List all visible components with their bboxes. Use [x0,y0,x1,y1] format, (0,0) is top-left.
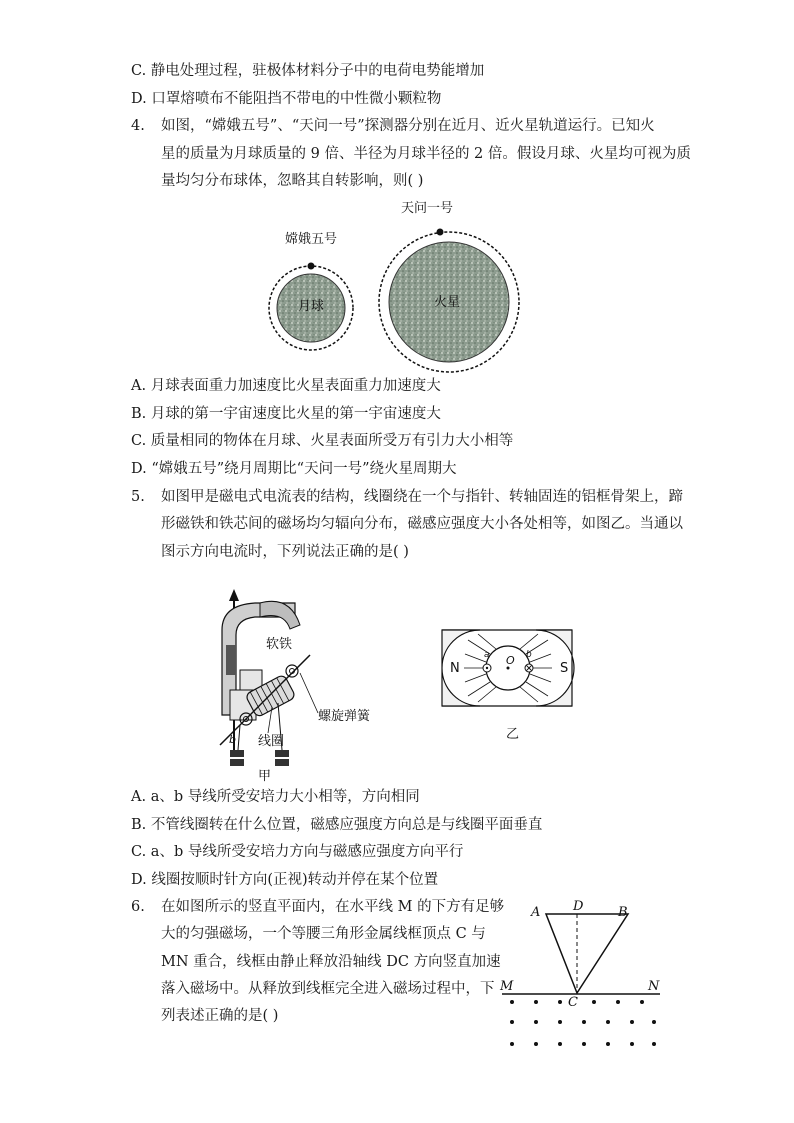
pointer-tip [229,589,239,601]
q6-stem-line3: MN 重合，线框由静止释放沿轴线 DC 方向竖直加速 [161,954,501,970]
point-m-label: M [500,979,514,994]
q6-figure [498,898,668,1056]
mars-probe-dot [437,229,444,236]
q6-stem-line5: 列表述正确的是( ) [161,1008,279,1024]
q4-option-d: D. “嫦娥五号”绕月周期比“天问一号”绕火星周期大 [131,461,457,477]
triangle-frame [546,914,628,993]
q6-number: 6. [131,899,145,915]
fig-b-b-label: b [526,650,532,660]
center-o-label: O [506,654,515,667]
moon-probe-dot [308,263,315,270]
moon-label: 月球 [297,299,325,314]
q5-option-d: D. 线圈按顺时针方向(正视)转动并停在某个位置 [131,872,439,888]
soft-iron-label: 软铁 [266,637,293,652]
q5-stem-line3: 图示方向电流时，下列说法正确的是( ) [161,544,409,560]
terminal-right [275,750,289,757]
vertex-c-label: C [568,995,578,1010]
point-d-label: D [573,899,584,914]
magnet-pole [226,645,236,675]
q5-figure-b [440,620,580,745]
q4-option-b: B. 月球的第一宇宙速度比火星的第一宇宙速度大 [131,406,441,422]
q6-stem-line1: 在如图所示的竖直平面内，在水平线 M 的下方有足够 [161,899,505,915]
q4-stem-line1: 如图，“嫦娥五号”、“天问一号”探测器分别在近月、近火星轨道运行。已知火 [161,118,655,134]
q5-stem-line2: 形磁铁和铁芯间的磁场均匀辐向分布，磁感应强度大小各处相等，如图乙。当通以 [161,516,683,532]
q3-option-c: C. 静电处理过程，驻极体材料分子中的电荷电势能增加 [131,63,485,79]
q4-stem-line3: 量均匀分布球体，忽略其自转影响，则( ) [161,173,424,189]
moon-probe-label: 嫦娥五号 [284,232,338,247]
vertex-a-label: A [531,905,541,920]
spring-coil-top [286,665,298,677]
q5-option-b: B. 不管线圈转在什么位置，磁感应强度方向总是与线圈平面垂直 [131,817,543,833]
coil-label: 线圈 [258,734,285,749]
q4-number: 4. [131,118,145,134]
q6-stem-line4: 落入磁场中。从释放到线框完全进入磁场过程中，下 [161,981,495,997]
q5-figure-a [200,585,390,785]
q4-stem-line2: 星的质量为月球质量的 9 倍、半径为月球半径的 2 倍。假设月球、火星均可视为质 [161,146,691,162]
mars-probe-label: 天问一号 [400,201,454,216]
pole-s-label: S [560,661,569,676]
q4-figure [255,190,545,375]
mars-label: 火星 [433,295,461,310]
pole-n-label: N [450,661,460,676]
point-n-label: N [648,979,660,994]
q3-option-d: D. 口罩熔喷布不能阻挡不带电的中性微小颗粒物 [131,91,442,107]
terminal-left [230,750,244,757]
wire-b-label: b [229,733,236,746]
q4-option-a: A. 月球表面重力加速度比火星表面重力加速度大 [131,378,441,394]
q5-option-c: C. a、b 导线所受安培力方向与磁感应强度方向平行 [131,844,464,860]
spring-label: 螺旋弹簧 [318,709,371,724]
vertex-b-label: B [618,905,628,920]
figure-a-caption: 甲 [258,769,272,784]
fig-b-a-label: a [484,650,490,660]
q5-number: 5. [131,489,145,505]
figure-b-caption: 乙 [506,727,520,742]
field-dots [510,1000,656,1046]
q6-stem-line2: 大的匀强磁场，一个等腰三角形金属线框顶点 C 与 [161,926,486,942]
q5-option-a: A. a、b 导线所受安培力大小相等，方向相同 [131,789,420,805]
q4-option-c: C. 质量相同的物体在月球、火星表面所受万有引力大小相等 [131,433,514,449]
q5-stem-line1: 如图甲是磁电式电流表的结构，线圈绕在一个与指针、转轴固连的铝框骨架上，蹄 [161,489,683,505]
